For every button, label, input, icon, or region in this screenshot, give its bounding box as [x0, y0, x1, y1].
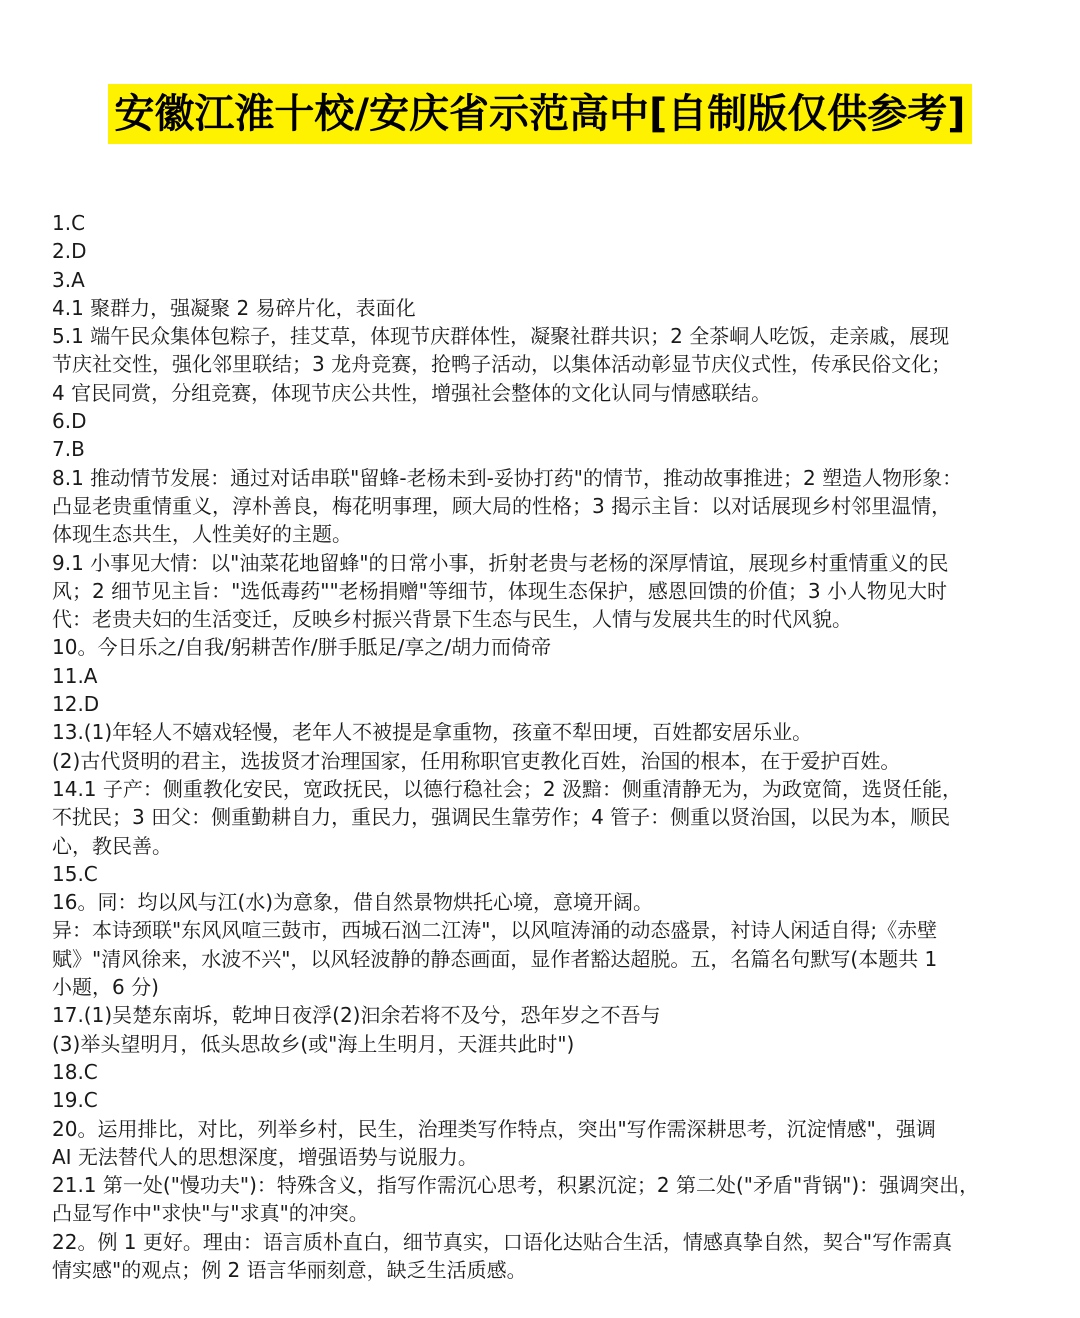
answer-line: 13.(1)年轻人不嬉戏轻慢，老年人不被提是拿重物，孩童不犁田埂，百姓都安居乐业。 — [52, 720, 813, 745]
answer-line: 8.1 推动情节发展：通过对话串联"留蜂-老杨未到-妥协打药"的情节，推动故事推进；2 塑造人物形象： — [52, 465, 963, 490]
answer-line: 风；2 细节见主旨："选低毒药""老杨捐赠"等细节，体现生态保护，感恩回馈的价值；3 小人物见大时 — [52, 578, 947, 603]
answer-line: 20。运用排比，对比，列举乡村，民生，治理类写作特点，突出"写作需深耕思考，沉淀情感"，强调 — [52, 1116, 936, 1141]
answer-line: 12.D — [52, 692, 100, 717]
answer-line: 15.C — [52, 861, 98, 886]
answer-line: 赋》"清风徐来，水波不兴"，以风轻波静的静态画面，显作者豁达超脱。五，名篇名句默写(本题共 1 — [52, 946, 938, 971]
answer-line: 9.1 小事见大情：以"油菜花地留蜂"的日常小事，折射老贵与老杨的深厚情谊，展现乡村重情重义的民 — [52, 550, 949, 575]
answer-line: 小题，6 分) — [52, 975, 159, 1000]
answer-line: 4 官民同赏，分组竞赛，体现节庆公共性，增强社会整体的文化认同与情感联结。 — [52, 380, 772, 405]
answer-line: 2.D — [52, 239, 87, 264]
answer-line: 21.1 第一处("慢功夫")：特殊含义，指写作需沉心思考，积累沉淀；2 第二处("矛盾"背锅")：强调突出， — [52, 1173, 980, 1198]
answer-line: AI 无法替代人的思想深度，增强语势与说服力。 — [52, 1144, 478, 1169]
answer-line: 不扰民；3 田父：侧重勤耕自力，重民力，强调民生靠劳作；4 管子：侧重以贤治国，以民为本，顺民 — [52, 805, 951, 830]
answer-line: 16。同：均以风与江(水)为意象，借自然景物烘托心境，意境开阔。 — [52, 890, 654, 915]
answer-line: 代：老贵夫妇的生活变迁，反映乡村振兴背景下生态与民生，人情与发展共生的时代风貌。 — [52, 607, 852, 632]
answer-line: 17.(1)吴楚东南坼，乾坤日夜浮(2)汩余若将不及兮，恐年岁之不吾与 — [52, 1003, 661, 1028]
answer-line: 22。例 1 更好。理由：语言质朴直白，细节真实，口语化达贴合生活，情感真挚自然，契合"写作需真 — [52, 1229, 953, 1254]
answer-list — [52, 209, 1036, 1284]
answer-line: 6.D — [52, 409, 87, 434]
answer-line: 节庆社交性，强化邻里联结；3 龙舟竞赛，抢鸭子活动，以集体活动彰显节庆仪式性，传承民俗文化； — [52, 352, 952, 377]
answer-line: 18.C — [52, 1059, 98, 1084]
answer-line: 11.A — [52, 663, 98, 688]
answer-line: 凸显老贵重情重义，淳朴善良，梅花明事理，顾大局的性格；3 揭示主旨：以对话展现乡村邻里温情， — [52, 493, 952, 518]
answer-line: 14.1 子产：侧重教化安民，宽政抚民，以德行稳社会；2 汲黯：侧重清静无为，为政宽简，选贤任能， — [52, 776, 962, 801]
answer-line: 4.1 聚群力，强凝聚 2 易碎片化，表面化 — [52, 295, 416, 320]
answer-line: 19.C — [52, 1088, 98, 1113]
answer-line: 情实感"的观点；例 2 语言华丽刻意，缺乏生活质感。 — [52, 1257, 527, 1282]
answer-line: 7.B — [52, 437, 85, 462]
answer-line: 3.A — [52, 267, 85, 292]
answer-line: 1.C — [52, 211, 86, 235]
answer-line: 异：本诗颈联"东风风喧三鼓市，西城石汹二江涛"，以风喧涛涌的动态盛景，衬诗人闲适自得;《赤壁 — [52, 918, 938, 943]
answer-line: 体现生态共生，人性美好的主题。 — [52, 522, 352, 547]
answer-line: 5.1 端午民众集体包粽子，挂艾草，体现节庆群体性，凝聚社群共识；2 全茶峒人吃饭，走亲戚，展现 — [52, 324, 950, 349]
answer-line: 心，教民善。 — [52, 833, 172, 858]
answer-line: (3)举头望明月，低头思故乡(或"海上生明月，天涯共此时") — [52, 1031, 575, 1056]
title-container — [0, 84, 1080, 144]
answer-line: 10。今日乐之/自我/躬耕苦作/胼手胝足/享之/胡力而倚帝 — [52, 635, 552, 660]
page-title: 安徽江淮十校/安庆省示范高中[自制版仅供参考] — [108, 84, 971, 144]
answer-line: (2)古代贤明的君主，选拔贤才治理国家，任用称职官吏教化百姓，治国的根本，在于爱护百姓。 — [52, 748, 901, 773]
answer-line: 凸显写作中"求快"与"求真"的冲突。 — [52, 1201, 369, 1226]
